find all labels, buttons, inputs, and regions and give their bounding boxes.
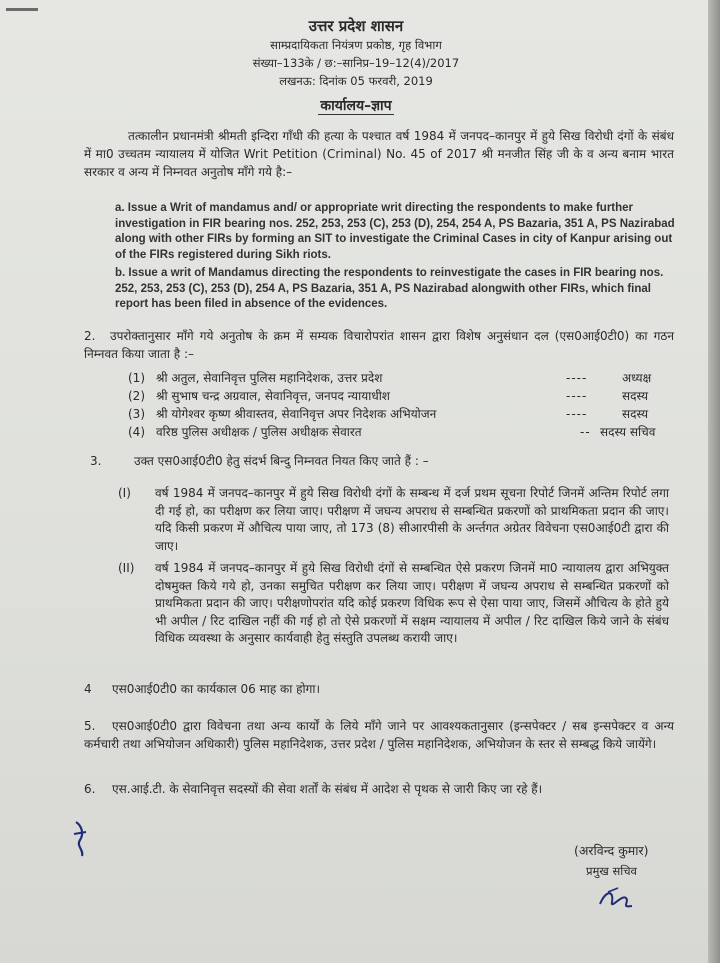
reference-point-number: (II) [118,561,135,575]
relief-b-text: b. Issue a writ of Mandamus directing the respondents to reinvestigate the cases in FIR bearing nos. 252, 253, 253 (C), 253 (D), 254 A, PS Bazaria, 351 A, PS Nazirabad alongwith other FIRs, which final report has been filed in absence of the evidences. [115,267,664,310]
member-name: श्री अतुल, सेवानिवृत्त पुलिस महानिदेशक, उत्तर प्रदेश [156,371,383,385]
memo-title-text: कार्यालय–ज्ञाप [320,98,392,114]
section-6 [84,781,674,798]
signature-initials [596,884,636,912]
department-name: साम्प्रदायिकता नियंत्रण प्रकोष्ठ, गृह विभाग [270,38,442,52]
section-2 [84,327,674,363]
section-3-text: उक्त एस0आई0टी0 हेतु संदर्भ बिन्दु निम्नवत नियत किए जाते हैं : – [134,454,429,468]
member-name: वरिष्ठ पुलिस अधीक्षक / पुलिस अधीक्षक सेवारत [156,425,362,439]
section-5-number: 5. [84,719,96,733]
member-dash: ---- [566,371,588,385]
member-index: (3) [128,407,145,421]
intro-paragraph: तत्कालीन प्रधानमंत्री श्रीमती इन्दिरा गाँधी की हत्या के पश्चात वर्ष 1984 में जनपद–कानपुर में हुये सिख विरोधी दंगों के संबंध में मा0 उच्चतम न्यायालय में योजित Writ Petition (Criminal) No. 45 of 2017 श्री मनजीत सिंह जी के व अन्य बनाम भारत सरकार व अन्य में निम्नवत अनुतोष माँगे गये है:– [84,129,674,179]
member-row [128,387,668,405]
date-line: लखनऊ: दिनांक 05 फरवरी, 2019 [279,74,433,88]
member-name: श्री सुभाष चन्द्र अग्रवाल, सेवानिवृत्त, जनपद न्यायाधीश [156,389,390,403]
section-4 [84,681,674,698]
section-3-number: 3. [90,454,102,468]
member-dash: -- [580,425,591,439]
member-row [128,369,668,387]
staple-mark [6,8,38,11]
member-index: (4) [128,425,145,439]
relief-a-text: a. Issue a Writ of mandamus and/ or appropriate writ directing the respondents to make further investigation in FIR bearing nos. 252, 253, 253 (C), 253 (D), 254, 254 A, PS Bazaria, 351 A, PS Nazirabad along with other FIRs by forming an SIT to investigate the Criminal Cases in city of Kanpur arising out of the FIRs registered during Sikh riots. [115,202,675,261]
member-name: श्री योगेश्वर कृष्ण श्रीवास्तव, सेवानिवृत्त अपर निदेशक अभियोजन [156,407,437,421]
section-4-text: एस0आई0टी0 का कार्यकाल 06 माह का होगा। [112,682,321,696]
member-role: अध्यक्ष [622,371,652,385]
section-6-text: एस.आई.टी. के सेवानिवृत्त सदस्यों की सेवा शर्तों के संबंध में आदेश से पृथक से जारी किए जा रहे हैं। [112,782,543,796]
section-4-number: 4 [84,682,92,696]
signatory-designation: प्रमुख सचिव [586,864,637,878]
member-role: सदस्य [622,389,649,403]
signatory-name: (अरविन्द कुमार) [574,843,649,858]
page-edge-shadow [708,0,720,963]
section-3-heading [90,452,429,469]
section-6-number: 6. [84,782,96,796]
reference-number: संख्या–133के / छ:–सानिप्र–19–12(4)/2017 [252,56,460,70]
letterhead [0,16,712,90]
member-dash: ---- [566,407,588,421]
memo-title [0,96,712,115]
section-2-number: 2. [84,329,96,343]
reference-point-text: वर्ष 1984 में जनपद–कानपुर में हुये सिख विरोधी दंगों से सम्बन्धित ऐसे प्रकरण जिनमें मा0 न्यायालय द्वारा अभियुक्त दोषमुक्त किये गये हो, उनका समुचित परीक्षण कर लिया जाए। परीक्षण में जघन्य अपराध से सम्बन्धित प्रकरणों को प्राथमिकता प्रदान की जाए। परीक्षणोपरांत यदि कोई प्रकरण विधिक रूप से ऐसा पाया जाए, जिसमें औचित्य के होते हुये भी अपील / रिट दाखिल नहीं की गई हो तो ऐसे प्रकरणों में सक्षम न्यायालय में अपील / रिट दाखिल किये जाने के संबंध विधिक व्यवस्था के अनुसार कार्यवाही हेतु संस्तुति उपलब्ध करायी जाए। [155,561,669,645]
member-role: सदस्य [622,407,649,421]
section-5-text: एस0आई0टी0 द्वारा विवेचना तथा अन्य कार्यों के लिये माँगे जाने पर आवश्यकतानुसार (इन्सपेक्टर / सब इन्सपेक्टर व अन्य कर्मचारी तथा अभियोजन अधिकारी) पुलिस महानिदेशक, उत्तर प्रदेश / पुलिस महानिदेशक, अभियोजन के स्तर से सम्बद्ध किये जायेंगे। [84,719,674,751]
member-role: सदस्य सचिव [600,425,656,439]
member-index: (1) [128,371,145,385]
section-2-text: उपरोक्तानुसार माँगे गये अनुतोष के क्रम में सम्यक विचारोपरांत शासन द्वारा विशेष अनुसंधान दल (एस0आई0टी0) का गठन निम्नवत किया जाता है :– [84,329,674,361]
section-5 [84,717,674,753]
member-row [128,405,668,423]
govt-title: उत्तर प्रदेश शासन [308,17,404,35]
member-row [128,423,668,441]
member-dash: ---- [566,389,588,403]
reference-point-number: (I) [118,486,131,500]
ink-mark [70,818,92,858]
member-index: (2) [128,389,145,403]
sit-members-list [128,369,668,441]
reference-point-text: वर्ष 1984 में जनपद–कानपुर में हुये सिख विरोधी दंगों के सम्बन्ध में दर्ज प्रथम सूचना रिपोर्ट जिनमें अन्तिम रिपोर्ट लगा दी गई हो, का परीक्षण कर लिया जाए। परीक्षण में जघन्य अपराध से सम्बन्धित प्रकरणों को प्राथमिकता प्रदान की जाए। यदि किसी प्रकरण में औचित्य पाया जाए, तो 173 (8) सीआरपीसी के अर्न्तगत अग्रेतर विवेचना एस0आई0टी द्वारा की जाए। [155,486,669,553]
